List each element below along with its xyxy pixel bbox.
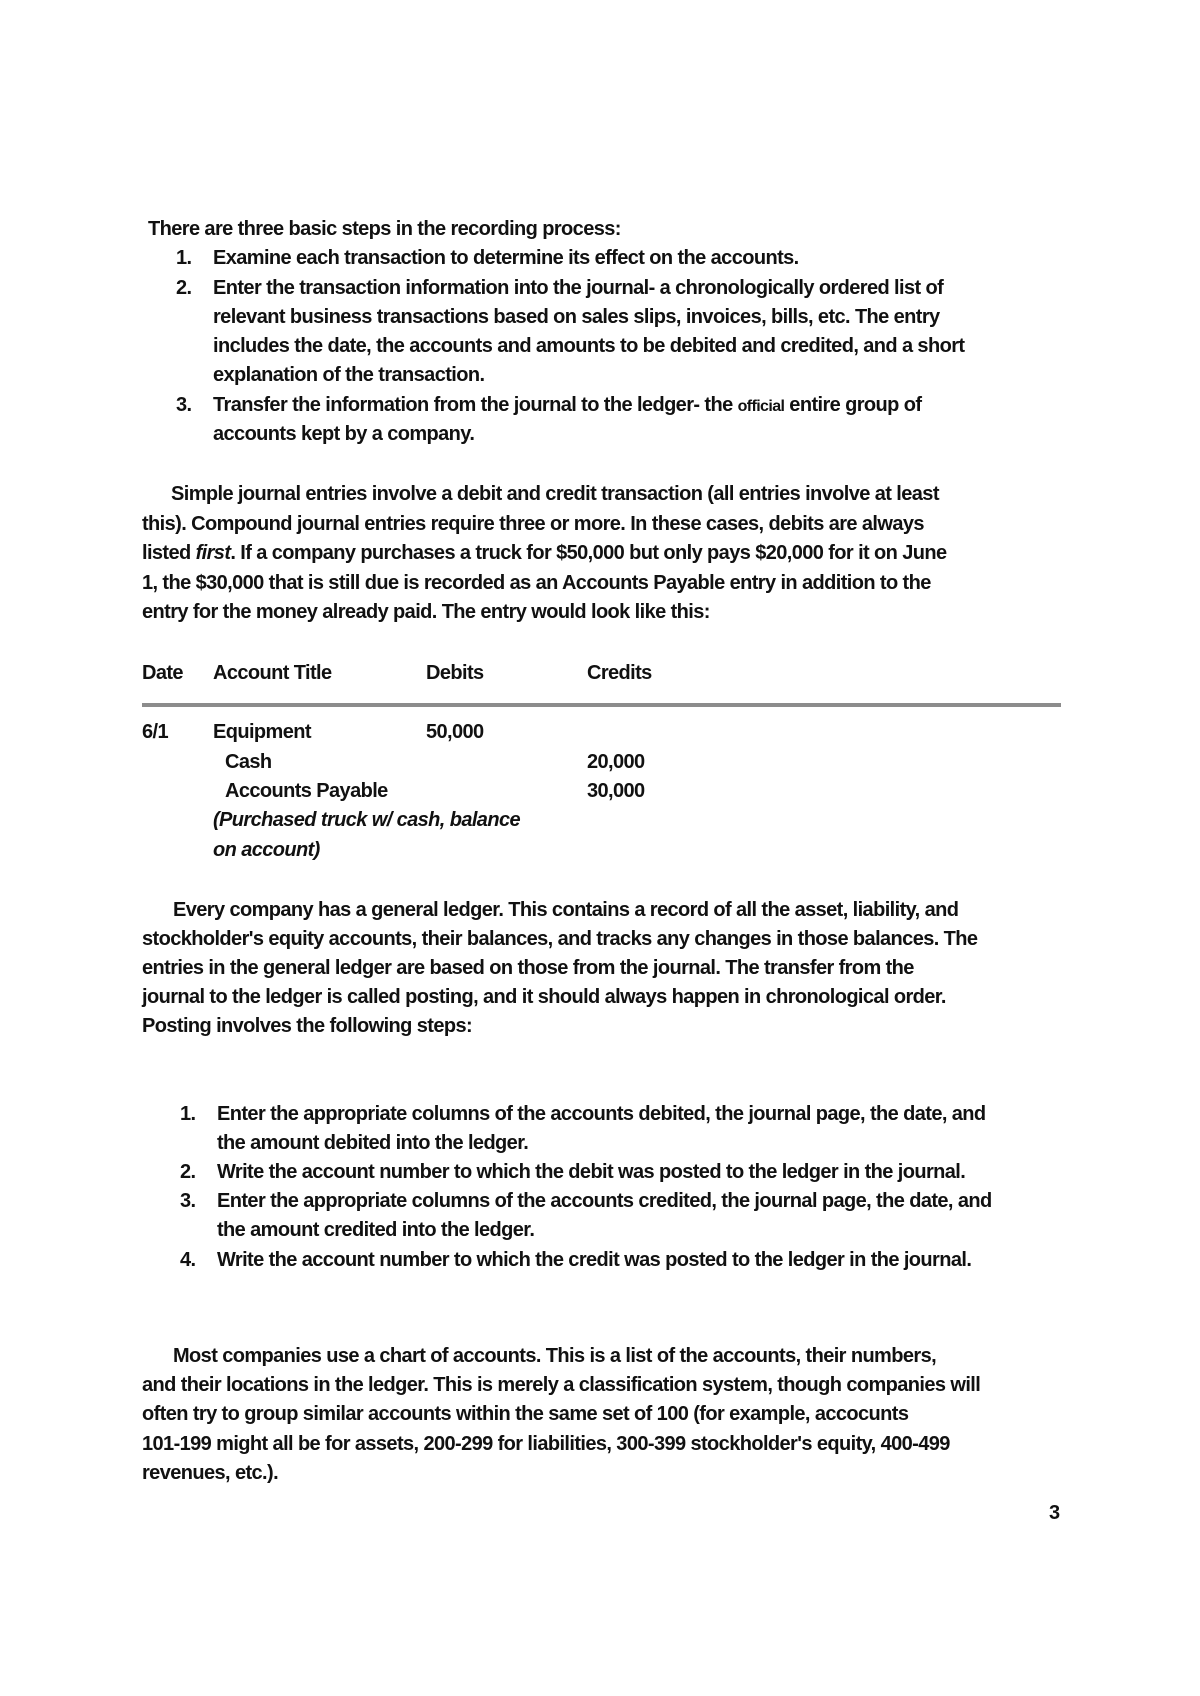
row-2-credit: 20,000 [587, 751, 645, 773]
table-divider [142, 703, 1061, 707]
header-account-title: Account Title [213, 662, 332, 684]
para-3-line-1: Most companies use a chart of accounts. This is a list of the accounts, their numbers, [173, 1345, 937, 1367]
intro-text: There are three basic steps in the recording process: [148, 218, 621, 240]
term-posting: posting, [405, 986, 479, 1008]
para-1-line-3: listed first. If a company purchases a truck for $50,000 but only pays $20,000 for it on June [142, 542, 947, 564]
step-2-line-4: explanation of the transaction. [213, 364, 485, 386]
posting-2-number: 2. [180, 1161, 196, 1183]
para-1-line-2: this). Compound journal entries require three or more. In these cases, debits are always [142, 513, 924, 535]
posting-1-line-1: Enter the appropriate columns of the accounts debited, the journal page, the date, and [217, 1103, 986, 1125]
para-2-line-4: journal to the ledger is called posting, and it should always happen in chronological order. [142, 986, 946, 1008]
posting-3-line-2: the amount credited into the ledger. [217, 1219, 535, 1241]
posting-3-line-1: Enter the appropriate columns of the accounts credited, the journal page, the date, and [217, 1190, 992, 1212]
row-1-date: 6/1 [142, 721, 169, 743]
row-3-credit: 30,000 [587, 780, 645, 802]
term-general-ledger: general ledger. [371, 899, 504, 921]
para-3-line-4: 101-199 might all be for assets, 200-299 for liabilities, 300-399 stockholder's equity, 400-499 [142, 1433, 950, 1455]
step-3-line-1: Transfer the information from the journal to the ledger- the official entire group of [213, 394, 922, 416]
para-1-line-5: entry for the money already paid. The entry would look like this: [142, 601, 710, 623]
step-2-line-2: relevant business transactions based on sales slips, invoices, bills, etc. The entry [213, 306, 940, 328]
header-date: Date [142, 662, 183, 684]
posting-3-number: 3. [180, 1190, 196, 1212]
para-1-line-1: Simple journal entries involve a debit and credit transaction (all entries involve at least [171, 483, 939, 505]
para-1-line-4: 1, the $30,000 that is still due is recorded as an Accounts Payable entry in addition to the [142, 572, 931, 594]
step-1-number: 1. [176, 247, 192, 269]
entry-note-line-2: on account) [213, 839, 320, 861]
posting-1-number: 1. [180, 1103, 196, 1125]
term-chart-of-accounts: chart of accounts. [379, 1345, 541, 1367]
posting-2-line-1: Write the account number to which the debit was posted to the ledger in the journal. [217, 1161, 966, 1183]
page-number: 3 [1049, 1502, 1060, 1524]
term-ledger: ledger- [636, 394, 700, 416]
step-3-line-2: accounts kept by a company. [213, 423, 475, 445]
step-2-number: 2. [176, 277, 192, 299]
posting-1-line-2: the amount debited into the ledger. [217, 1132, 529, 1154]
posting-4-number: 4. [180, 1249, 196, 1271]
header-debits: Debits [426, 662, 484, 684]
para-2-line-3: entries in the general ledger are based on those from the journal. The transfer from the [142, 957, 914, 979]
row-3-account: Accounts Payable [225, 780, 388, 802]
row-2-account: Cash [225, 751, 272, 773]
para-2-line-2: stockholder's equity accounts, their balances, and tracks any changes in those balances. The [142, 928, 978, 950]
para-3-line-3: often try to group similar accounts within the same set of 100 (for example, accocunts [142, 1403, 909, 1425]
para-2-line-5: Posting involves the following steps: [142, 1015, 473, 1037]
step-2-line-3: includes the date, the accounts and amounts to be debited and credited, and a short [213, 335, 965, 357]
header-credits: Credits [587, 662, 652, 684]
step-2-line-1: Enter the transaction information into the journal- a chronologically ordered list of [213, 277, 944, 299]
term-simple-journal-entries: Simple journal entries [171, 483, 367, 505]
row-1-debit: 50,000 [426, 721, 484, 743]
entry-note-line-1: (Purchased truck w/ cash, balance [213, 809, 520, 831]
para-2-line-1: Every company has a general ledger. This contains a record of all the asset, liability, and [173, 899, 959, 921]
para-3-line-5: revenues, etc.). [142, 1462, 279, 1484]
step-3-number: 3. [176, 394, 192, 416]
posting-4-line-1: Write the account number to which the credit was posted to the ledger in the journal. [217, 1249, 972, 1271]
row-1-account: Equipment [213, 721, 311, 743]
term-journal: journal- [586, 277, 655, 299]
term-compound-journal-entries: Compound journal entries [191, 513, 426, 535]
step-1-text: Examine each transaction to determine its effect on the accounts. [213, 247, 799, 269]
para-3-line-2: and their locations in the ledger. This is merely a classification system, though companies will [142, 1374, 981, 1396]
